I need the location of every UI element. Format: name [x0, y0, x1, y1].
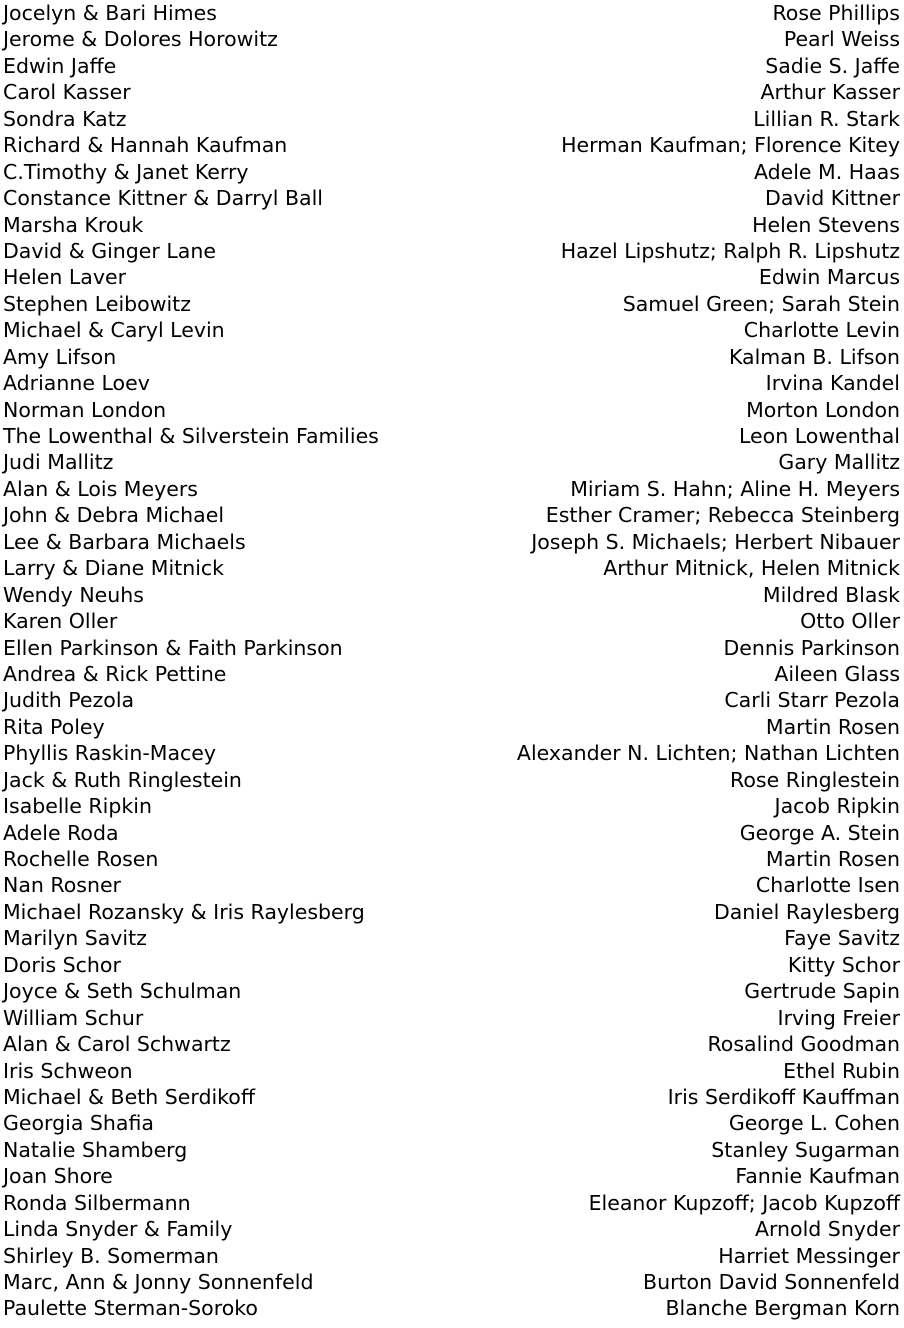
list-item [0, 449, 904, 475]
list-item [0, 317, 904, 343]
honoree-name: Mildred Blask [762, 582, 900, 607]
honoree-name: Fannie Kaufman [735, 1164, 900, 1189]
donor-name: Rochelle Rosen [3, 847, 159, 871]
honoree-name: Charlotte Levin [743, 318, 900, 343]
honoree-name: Hazel Lipshutz; Ralph R. Lipshutz [560, 238, 900, 263]
honoree-name: Carli Starr Pezola [724, 688, 900, 713]
list-item [0, 423, 904, 449]
list-item [0, 608, 904, 634]
list-item [0, 793, 904, 819]
list-item [0, 529, 904, 555]
honoree-name: George L. Cohen [728, 1111, 900, 1136]
honoree-name: David Kittner [765, 186, 900, 211]
list-item [0, 1269, 904, 1295]
donor-name: Michael & Beth Serdikoff [3, 1084, 255, 1109]
list-item [0, 185, 904, 211]
list-item [0, 555, 904, 581]
donor-name: Sondra Katz [3, 106, 127, 131]
list-item [0, 661, 904, 687]
honoree-name: Gary Mallitz [778, 450, 900, 475]
honoree-name: Ethel Rubin [783, 1058, 900, 1083]
honoree-name: Leon Lowenthal [739, 424, 900, 448]
list-item [0, 687, 904, 713]
donor-name: Phyllis Raskin-Macey [3, 741, 217, 766]
list-item [0, 212, 904, 238]
donor-name: Joyce & Seth Schulman [3, 979, 242, 1004]
list-item [0, 53, 904, 79]
donor-name: Amy Lifson [3, 344, 117, 369]
donor-name: Adrianne Loev [3, 371, 150, 396]
donor-name: Marilyn Savitz [3, 926, 147, 951]
honoree-name: Adele M. Haas [753, 159, 900, 184]
donor-name: Wendy Neuhs [3, 582, 144, 607]
honoree-name: Blanche Bergman Korn [665, 1296, 900, 1321]
donor-name: Alan & Carol Schwartz [3, 1032, 231, 1057]
list-item [0, 26, 904, 52]
list-item [0, 872, 904, 898]
list-item [0, 1031, 904, 1057]
list-item [0, 132, 904, 158]
honoree-name: Martin Rosen [765, 847, 900, 871]
honoree-name: Sadie S. Jaffe [765, 53, 900, 78]
donor-name: Judi Mallitz [3, 450, 114, 475]
donor-name: Judith Pezola [3, 688, 135, 713]
honoree-name: Arthur Kasser [760, 80, 900, 105]
list-item [0, 899, 904, 925]
list-item [0, 582, 904, 608]
donor-name: Joan Shore [3, 1164, 113, 1189]
honoree-name: Pearl Weiss [783, 27, 900, 52]
honoree-name: Faye Savitz [784, 926, 900, 951]
donor-name: The Lowenthal & Silverstein Families [3, 424, 379, 448]
honoree-name: Rose Ringlestein [730, 767, 900, 792]
honoree-name: Kitty Schor [787, 952, 900, 977]
donor-name: C.Timothy & Janet Kerry [3, 159, 249, 184]
list-item [0, 820, 904, 846]
honoree-name: Burton David Sonnenfeld [643, 1270, 900, 1294]
donor-name: John & Debra Michael [3, 503, 225, 528]
honoree-name: Helen Stevens [752, 212, 900, 237]
donor-name: Nan Rosner [3, 873, 121, 898]
donor-name: Jack & Ruth Ringlestein [3, 767, 242, 792]
donor-name: Ronda Silbermann [3, 1190, 191, 1215]
honoree-name: Esther Cramer; Rebecca Steinberg [545, 503, 900, 528]
list-item [0, 767, 904, 793]
list-item [0, 1295, 904, 1321]
honoree-name: Otto Oller [800, 609, 900, 634]
donor-name: Linda Snyder & Family [3, 1217, 233, 1242]
list-item [0, 159, 904, 185]
donor-name: Jocelyn & Bari Himes [3, 1, 217, 25]
honoree-name: Dennis Parkinson [723, 635, 900, 660]
donor-name: Adele Roda [3, 820, 119, 845]
list-item [0, 1190, 904, 1216]
donor-name: Paulette Sterman-Soroko [3, 1296, 258, 1321]
donor-name: Alan & Lois Meyers [3, 476, 198, 501]
honoree-name: Martin Rosen [765, 714, 900, 739]
list-item [0, 238, 904, 264]
donor-name: Constance Kittner & Darryl Ball [3, 186, 323, 211]
list-item [0, 925, 904, 951]
donor-name: Helen Laver [3, 265, 126, 290]
donor-name: Norman London [3, 397, 167, 422]
honoree-name: Miriam S. Hahn; Aline H. Meyers [570, 476, 900, 501]
list-item [0, 1163, 904, 1189]
donor-name: Rita Poley [3, 714, 105, 739]
donor-name: Andrea & Rick Pettine [3, 661, 227, 686]
donor-name: Doris Schor [3, 952, 121, 977]
list-item [0, 370, 904, 396]
donor-name: Marc, Ann & Jonny Sonnenfeld [3, 1270, 314, 1294]
donor-name: Shirley B. Somerman [3, 1243, 219, 1268]
list-item [0, 0, 904, 26]
honoree-name: Kalman B. Lifson [728, 344, 900, 369]
honoree-name: Jacob Ripkin [774, 794, 900, 819]
list-item [0, 978, 904, 1004]
honoree-name: Alexander N. Lichten; Nathan Lichten [516, 741, 900, 766]
list-item [0, 397, 904, 423]
list-item [0, 476, 904, 502]
donor-name: Lee & Barbara Michaels [3, 529, 246, 554]
honoree-name: Gertrude Sapin [744, 979, 900, 1004]
list-item [0, 79, 904, 105]
list-item [0, 264, 904, 290]
list-item [0, 952, 904, 978]
donor-name: David & Ginger Lane [3, 238, 216, 263]
donor-name: Edwin Jaffe [3, 53, 117, 78]
honoree-name: Joseph S. Michaels; Herbert Nibauer [531, 529, 900, 554]
list-item [0, 1216, 904, 1242]
donor-name: Georgia Shafia [3, 1111, 154, 1136]
honoree-name: Eleanor Kupzoff; Jacob Kupzoff [588, 1190, 900, 1215]
honoree-name: Rosalind Goodman [707, 1032, 900, 1057]
donor-name: William Schur [3, 1005, 144, 1030]
honoree-name: Harriet Messinger [718, 1243, 900, 1268]
list-item [0, 344, 904, 370]
list-item [0, 106, 904, 132]
list-item [0, 714, 904, 740]
honoree-name: Edwin Marcus [758, 265, 900, 290]
honoree-name: Iris Serdikoff Kauffman [667, 1084, 900, 1109]
list-item [0, 1110, 904, 1136]
donor-name: Richard & Hannah Kaufman [3, 133, 288, 158]
donor-name: Carol Kasser [3, 80, 131, 105]
list-item [0, 1058, 904, 1084]
honoree-name: Arnold Snyder [754, 1217, 900, 1242]
honoree-name: Irving Freier [777, 1005, 900, 1030]
honoree-name: Charlotte Isen [755, 873, 900, 898]
honoree-name: Aileen Glass [774, 661, 900, 686]
list-item [0, 635, 904, 661]
donor-name: Natalie Shamberg [3, 1137, 188, 1162]
list-item [0, 502, 904, 528]
list-item [0, 1243, 904, 1269]
honoree-name: Morton London [746, 397, 900, 422]
honoree-name: Stanley Sugarman [711, 1137, 900, 1162]
donor-name: Iris Schweon [3, 1058, 133, 1083]
donor-name: Jerome & Dolores Horowitz [3, 27, 278, 52]
donor-name: Larry & Diane Mitnick [3, 556, 225, 581]
honoree-name: Rose Phillips [772, 1, 900, 25]
donor-name: Ellen Parkinson & Faith Parkinson [3, 635, 343, 660]
list-item [0, 1005, 904, 1031]
list-item [0, 740, 904, 766]
donor-name: Marsha Krouk [3, 212, 144, 237]
list-item [0, 846, 904, 872]
list-item [0, 291, 904, 317]
honoree-name: George A. Stein [739, 820, 900, 845]
donor-name: Karen Oller [3, 609, 118, 634]
honoree-name: Daniel Raylesberg [713, 899, 900, 924]
donor-name: Isabelle Ripkin [3, 794, 152, 819]
honoree-name: Herman Kaufman; Florence Kitey [561, 133, 900, 158]
honoree-name: Samuel Green; Sarah Stein [622, 291, 900, 316]
honoree-name: Irvina Kandel [765, 371, 900, 396]
honoree-name: Arthur Mitnick, Helen Mitnick [603, 556, 900, 581]
list-item [0, 1137, 904, 1163]
donor-name: Michael Rozansky & Iris Raylesberg [3, 899, 365, 924]
honoree-name: Lillian R. Stark [753, 106, 900, 131]
list-item [0, 1084, 904, 1110]
donor-name: Michael & Caryl Levin [3, 318, 225, 343]
donor-name: Stephen Leibowitz [3, 291, 191, 316]
